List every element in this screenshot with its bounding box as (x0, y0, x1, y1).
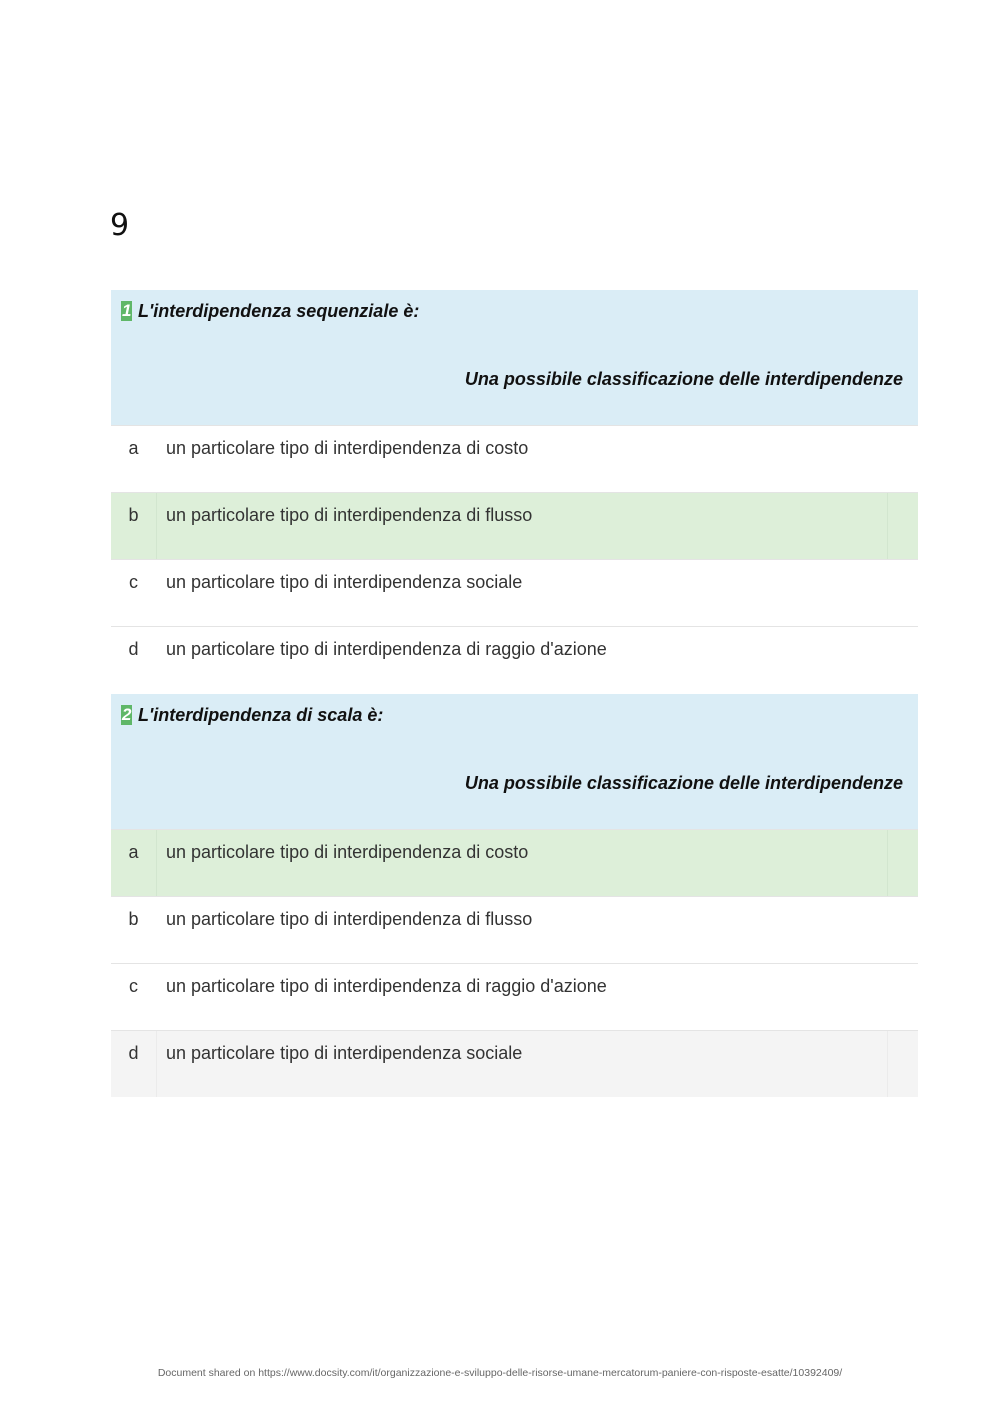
question-number-badge: 2 (122, 705, 132, 724)
option-letter-cell (111, 627, 156, 693)
answer-option-b (111, 896, 918, 963)
question-header (111, 694, 918, 829)
question-topic: Una possibile classificazione delle interdipendenze (464, 369, 903, 389)
question-text: L'interdipendenza sequenziale è: (138, 301, 420, 321)
option-text: un particolare tipo di interdipendenza di costo (166, 438, 529, 458)
answer-option-c (111, 559, 918, 626)
answer-option-a (111, 425, 918, 492)
option-text: un particolare tipo di interdipendenza di costo (166, 842, 529, 862)
option-letter: b (128, 505, 139, 525)
option-text: un particolare tipo di interdipendenza sociale (166, 1043, 523, 1063)
question-header (111, 290, 918, 425)
document-footer: Document shared on https://www.docsity.com/it/organizzazione-e-sviluppo-delle-risorse-umane-mercatorum-paniere-con-risposte-esatte/10392409/ (157, 1367, 843, 1379)
row-divider (887, 830, 918, 896)
option-text: un particolare tipo di interdipendenza di raggio d'azione (166, 976, 607, 996)
answer-option-d (111, 626, 918, 693)
answer-option-d (111, 1030, 918, 1097)
answer-option-a-correct (111, 829, 918, 896)
option-letter-cell (111, 426, 156, 492)
option-text: un particolare tipo di interdipendenza di raggio d'azione (166, 639, 607, 659)
question-block-1 (111, 290, 918, 693)
option-letter-cell (111, 830, 157, 896)
answer-option-b-correct (111, 492, 918, 559)
option-letter: a (128, 842, 139, 862)
question-number-badge: 1 (122, 301, 132, 320)
question-block-2 (111, 694, 918, 1097)
option-letter: c (129, 976, 138, 996)
option-letter-cell (111, 1031, 157, 1097)
option-text: un particolare tipo di interdipendenza sociale (166, 572, 523, 592)
row-divider (887, 493, 918, 559)
option-text: un particolare tipo di interdipendenza di flusso (166, 909, 533, 929)
page-number: 9 (110, 208, 130, 243)
option-letter: c (129, 572, 138, 592)
option-letter: b (128, 909, 139, 929)
option-letter: d (128, 639, 139, 659)
question-text: L'interdipendenza di scala è: (138, 705, 384, 725)
option-letter-cell (111, 493, 157, 559)
option-text: un particolare tipo di interdipendenza di flusso (166, 505, 533, 525)
option-letter: a (128, 438, 139, 458)
option-letter-cell (111, 964, 156, 1030)
question-topic: Una possibile classificazione delle interdipendenze (464, 773, 903, 793)
option-letter-cell (111, 560, 156, 626)
option-letter-cell (111, 897, 156, 963)
option-letter: d (128, 1043, 139, 1063)
answer-option-c (111, 963, 918, 1030)
row-divider (887, 1031, 918, 1097)
